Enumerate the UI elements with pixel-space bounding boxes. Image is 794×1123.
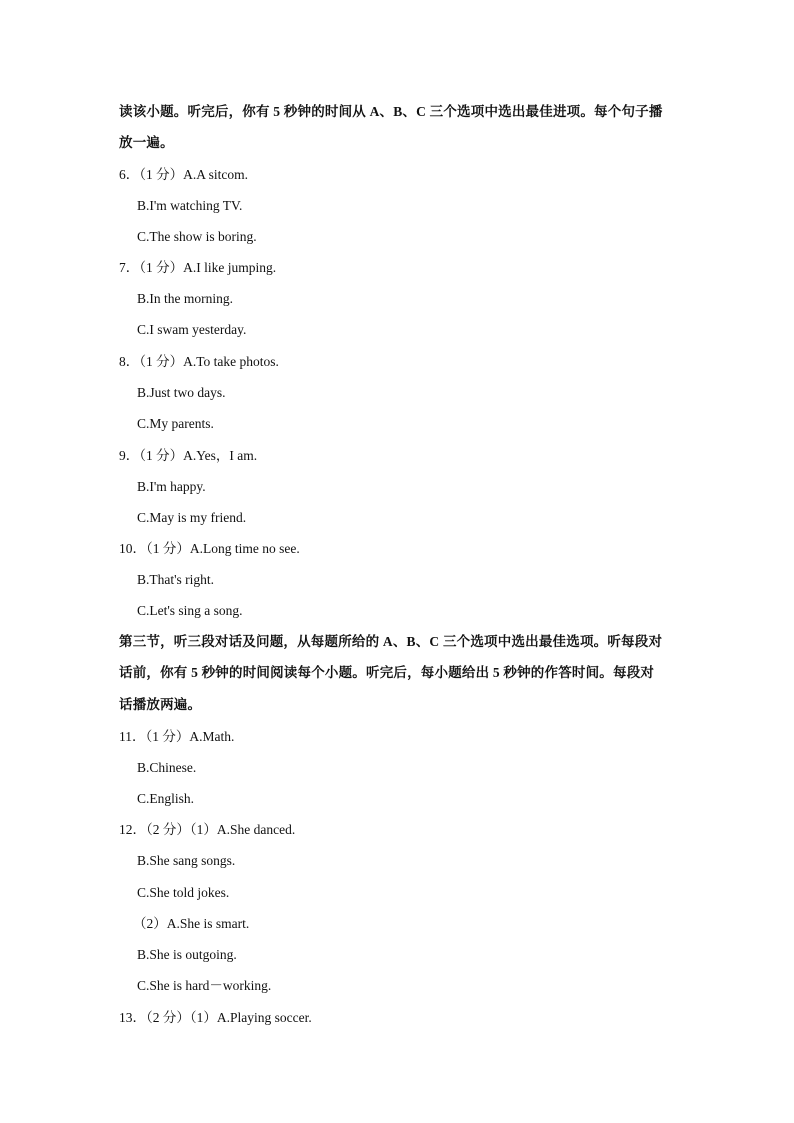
section3-instruction-line1: 第三节，听三段对话及问题，从每题所给的 A、B、C 三个选项中选出最佳选项。听每段对	[119, 634, 663, 649]
section3-instruction-line2: 话前，你有 5 秒钟的时间阅读每个小题。听完后，每小题给出 5 秒钟的作答时间。每段对	[119, 665, 655, 680]
question-11-option-b: B.Chinese.	[137, 760, 197, 775]
question-11-option-c: C.English.	[137, 791, 195, 806]
question-8-option-c: C.My parents.	[137, 416, 214, 431]
question-7-stem: 7．（1 分）A.I like jumping.	[119, 260, 277, 275]
question-8-option-b: B.Just two days.	[137, 385, 226, 400]
question-9-stem: 9．（1 分）A.Yes，I am.	[119, 448, 258, 463]
section2-instruction-line2: 放一遍。	[119, 135, 174, 150]
question-6-option-b: B.I'm watching TV.	[137, 198, 243, 213]
question-7-option-c: C.I swam yesterday.	[137, 322, 247, 337]
question-12-part2-stem: （2）A.She is smart.	[133, 916, 250, 931]
question-11-stem: 11．（1 分）A.Math.	[119, 729, 235, 744]
question-7-option-b: B.In the morning.	[137, 291, 233, 306]
question-8-stem: 8．（1 分）A.To take photos.	[119, 354, 279, 369]
question-9-option-c: C.May is my friend.	[137, 510, 247, 525]
question-6-option-c: C.The show is boring.	[137, 229, 257, 244]
question-9-option-b: B.I'm happy.	[137, 479, 206, 494]
question-12-part1-option-c: C.She told jokes.	[137, 885, 230, 900]
question-10-stem: 10．（1 分）A.Long time no see.	[119, 541, 300, 556]
question-12-part1-option-b: B.She sang songs.	[137, 853, 236, 868]
question-10-option-b: B.That's right.	[137, 572, 215, 587]
question-13-stem: 13．（2 分）（1）A.Playing soccer.	[119, 1010, 312, 1025]
question-10-option-c: C.Let's sing a song.	[137, 603, 243, 618]
question-6-stem: 6．（1 分）A.A sitcom.	[119, 167, 249, 182]
section3-instruction-line3: 话播放两遍。	[119, 697, 202, 712]
question-12-part2-option-b: B.She is outgoing.	[137, 947, 237, 962]
section2-instruction-line1: 读该小题。听完后，你有 5 秒钟的时间从 A、B、C 三个选项中选出最佳进项。每个句子播	[119, 104, 663, 119]
question-12-stem: 12．（2 分）（1）A.She danced.	[119, 822, 296, 837]
question-12-part2-option-c: C.She is hard－working.	[137, 978, 272, 993]
